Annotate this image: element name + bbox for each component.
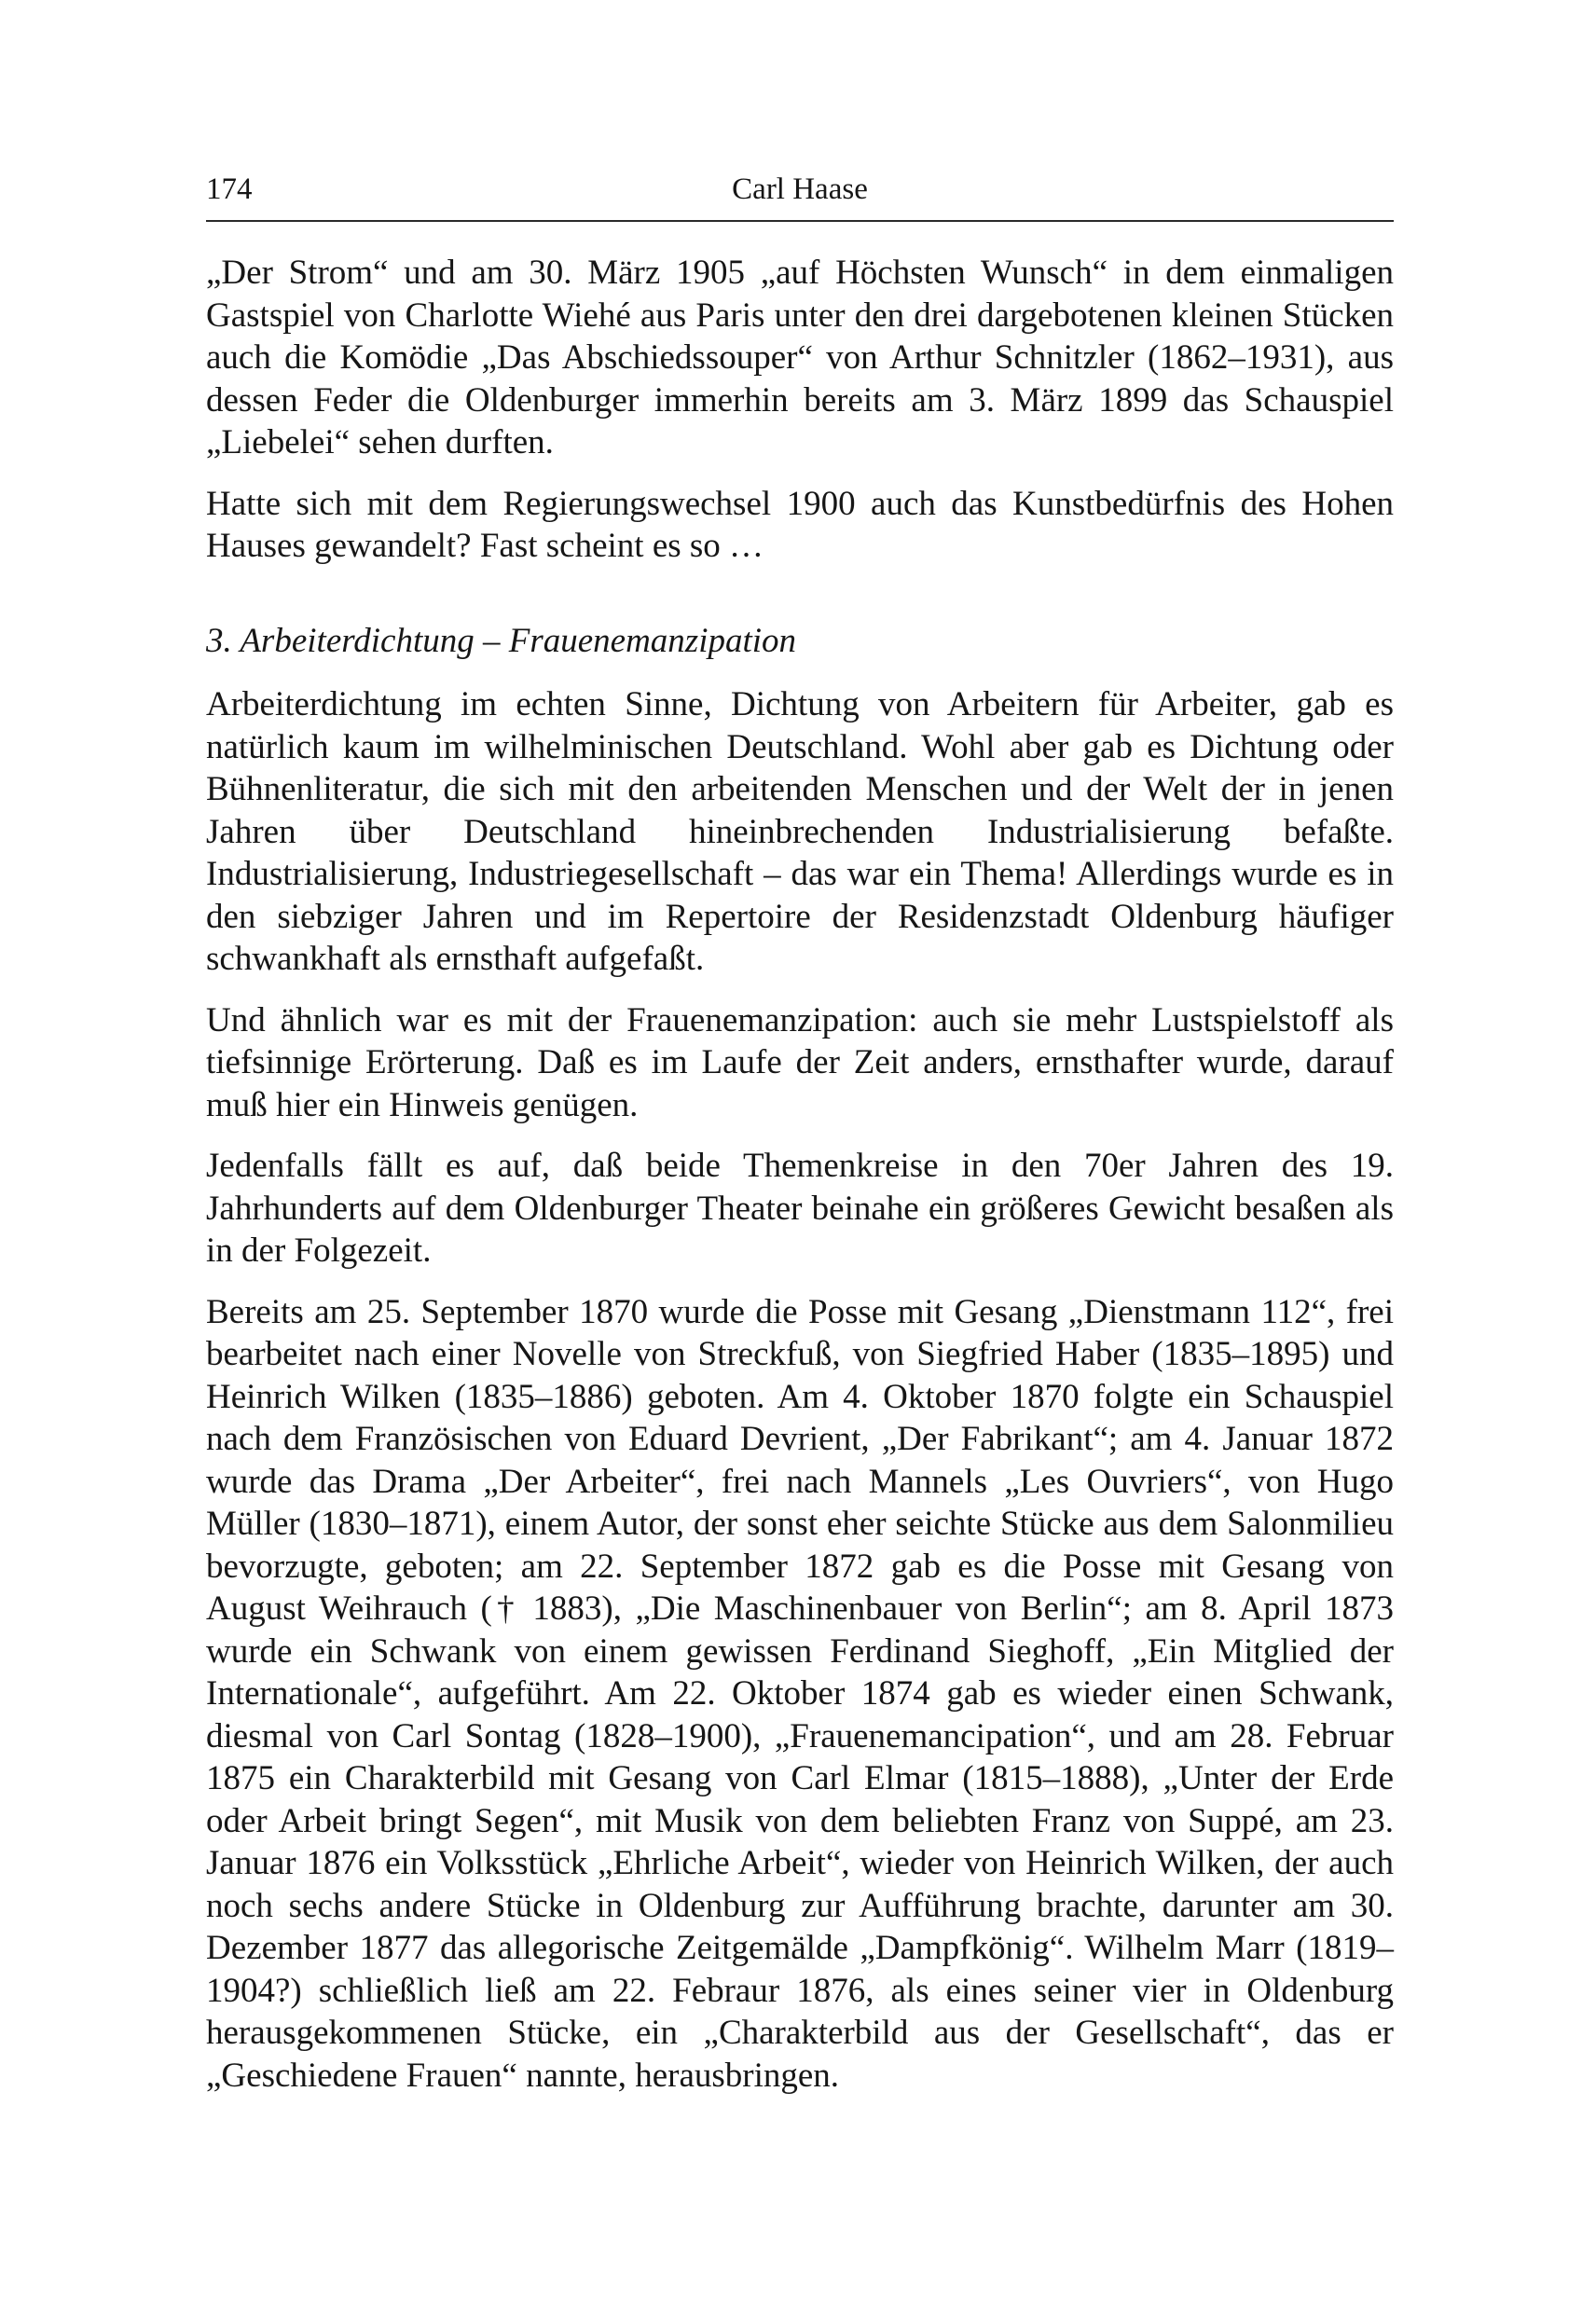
section-heading: 3. Arbeiterdichtung – Frauenemanzipation: [206, 621, 797, 660]
running-title: Carl Haase: [732, 172, 868, 206]
paragraph: Bereits am 25. September 1870 wurde die Posse mit Gesang „Dienstmann 112“, frei bearbeitet nach einer Novelle von Streckfuß, von Siegfried Haber (1835–1895) und Heinrich Wilken (1835–1886) geboten. Am 4. Oktober 1870 folgte ein Schauspiel nach dem Französischen von Eduard Devrient, „Der Fabrikant“; am 4. Januar 1872 wurde das Drama „Der Arbeiter“, frei nach Mannels „Les Ouvriers“, von Hugo Müller (1830–1871), einem Autor, der sonst eher seichte Stücke aus dem Salonmilieu bevorzugte, geboten; am 22. September 1872 gab es die Posse mit Gesang von August Weihrauch († 1883), „Die Maschinenbauer von Berlin“; am 8. April 1873 wurde ein Schwank von einem gewissen Ferdinand Sieghoff, „Ein Mitglied der Internationale“, aufgeführt. Am 22. Oktober 1874 gab es wieder einen Schwank, diesmal von Carl Sontag (1828–1900), „Frauenemancipation“, und am 28. Februar 1875 ein Charakterbild mit Gesang von Carl Elmar (1815–1888), „Unter der Erde oder Arbeit bringt Segen“, mit Musik von dem beliebten Franz von Suppé, am 23. Januar 1876 ein Volksstück „Ehrliche Arbeit“, wieder von Heinrich Wilken, der auch noch sechs andere Stücke in Oldenburg zur Aufführung brachte, darunter am 30. Dezember 1877 das allegorische Zeitgemälde „Dampfkönig“. Wilhelm Marr (1819–1904?) schließlich ließ am 22. Febraur 1876, als eines seiner vier in Oldenburg herausgekommenen Stücke, ein „Charakterbild aus der Gesellschaft“, das er „Geschiedene Frauen“ nannte, herausbringen.: [206, 1292, 1394, 2095]
body-text: [206, 252, 1394, 2115]
paragraph: Und ähnlich war es mit der Frauenemanzipation: auch sie mehr Lustspielstoff als tiefsinnige Erörterung. Daß es im Laufe der Zeit anders, ernsthafter wurde, darauf muß hier ein Hinweis genügen.: [206, 1000, 1394, 1124]
header-rule: [206, 220, 1394, 222]
paragraph: Arbeiterdichtung im echten Sinne, Dichtung von Arbeitern für Arbeiter, gab es natürlich kaum im wilhelminischen Deutschland. Wohl aber gab es Dichtung oder Bühnenliteratur, die sich mit den arbeitenden Menschen und der Welt der in jenen Jahren über Deutschland hineinbrechenden Industrialisierung befaßte. Industrialisierung, Industriegesellschaft – das war ein Thema! Allerdings wurde es in den siebziger Jahren und im Repertoire der Residenzstadt Oldenburg häufiger schwankhaft als ernsthaft aufgefaßt.: [206, 685, 1394, 978]
paragraph: „Der Strom“ und am 30. März 1905 „auf Höchsten Wunsch“ in dem einmaligen Gastspiel von Charlotte Wiehé aus Paris unter den drei dargebotenen kleinen Stücken auch die Komödie „Das Abschiedssouper“ von Arthur Schnitzler (1862–1931), aus dessen Feder die Oldenburger immerhin bereits am 3. März 1899 das Schauspiel „Liebelei“ sehen durften.: [206, 254, 1394, 461]
page-number: 174: [206, 172, 253, 206]
paragraph: Hatte sich mit dem Regierungswechsel 1900 auch das Kunstbedürfnis des Hohen Hauses gewandelt? Fast scheint es so …: [206, 484, 1394, 565]
running-head: [206, 166, 1394, 213]
paragraph: Jedenfalls fällt es auf, daß beide Themenkreise in den 70er Jahren des 19. Jahrhunderts auf dem Oldenburger Theater beinahe ein größeres Gewicht besaßen als in der Folgezeit.: [206, 1147, 1394, 1270]
